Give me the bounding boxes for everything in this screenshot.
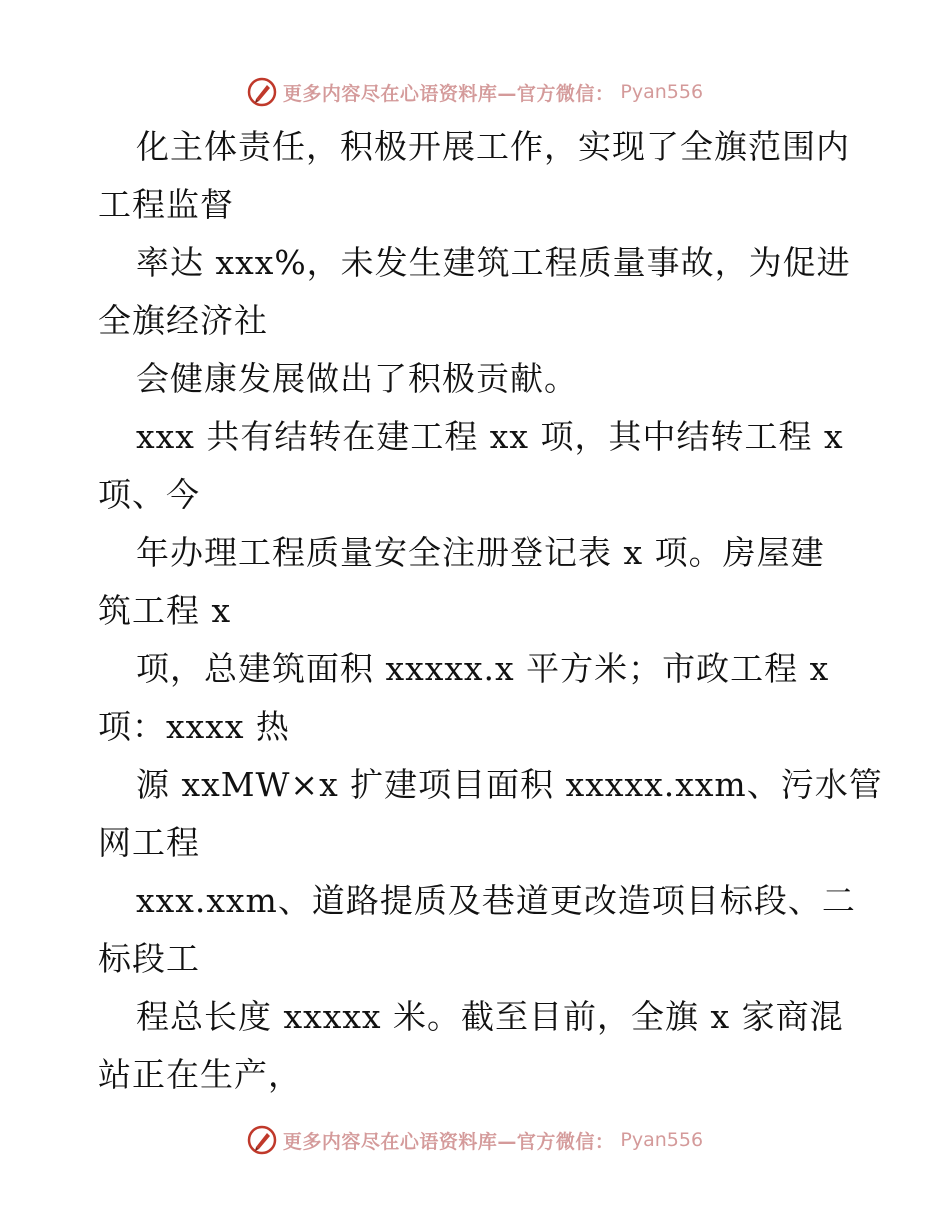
- paragraph-line: 程总长度 xxxxx 米。截至目前，全旗 x 家商混: [136, 997, 844, 1036]
- document-body: [98, 118, 883, 1104]
- pen-logo-icon: [247, 1125, 277, 1155]
- paragraph-line: 全旗经济社: [98, 301, 268, 340]
- paragraph-line: 项、今: [98, 475, 200, 514]
- paragraph-line: 站正在生产，: [98, 1055, 302, 1094]
- paragraph-line: 会健康发展做出了积极贡献。: [136, 359, 578, 398]
- paragraph-line: xxx.xxm、道路提质及巷道更改造项目标段、二: [136, 881, 856, 920]
- paragraph-line: 化主体责任，积极开展工作，实现了全旗范围内: [136, 127, 850, 166]
- paragraph-line: 工程监督: [98, 185, 234, 224]
- banner-text: 更多内容尽在心语资料库—官方微信：: [282, 1130, 615, 1153]
- paragraph-line: 率达 xxx%，未发生建筑工程质量事故，为促进: [136, 243, 851, 282]
- paragraph-line: 年办理工程质量安全注册登记表 x 项。房屋建: [136, 533, 825, 572]
- pen-logo-icon: [247, 77, 277, 107]
- banner-wechat-id: Pyan556: [620, 1129, 704, 1151]
- paragraph-line: xxx 共有结转在建工程 xx 项，其中结转工程 x: [136, 417, 844, 456]
- banner-wechat-id: Pyan556: [620, 81, 704, 103]
- banner-text: 更多内容尽在心语资料库—官方微信：: [282, 82, 615, 105]
- footer-banner: [0, 1120, 950, 1160]
- paragraph-line: 筑工程 x: [98, 591, 232, 630]
- paragraph-line: 源 xxMW×x 扩建项目面积 xxxxx.xxm、污水管: [136, 765, 883, 804]
- paragraph-line: 标段工: [98, 939, 200, 978]
- paragraph-line: 项：xxxx 热: [98, 707, 290, 746]
- header-banner: [0, 72, 950, 112]
- paragraph-line: 项，总建筑面积 xxxxx.x 平方米；市政工程 x: [136, 649, 830, 688]
- paragraph-line: 网工程: [98, 823, 200, 862]
